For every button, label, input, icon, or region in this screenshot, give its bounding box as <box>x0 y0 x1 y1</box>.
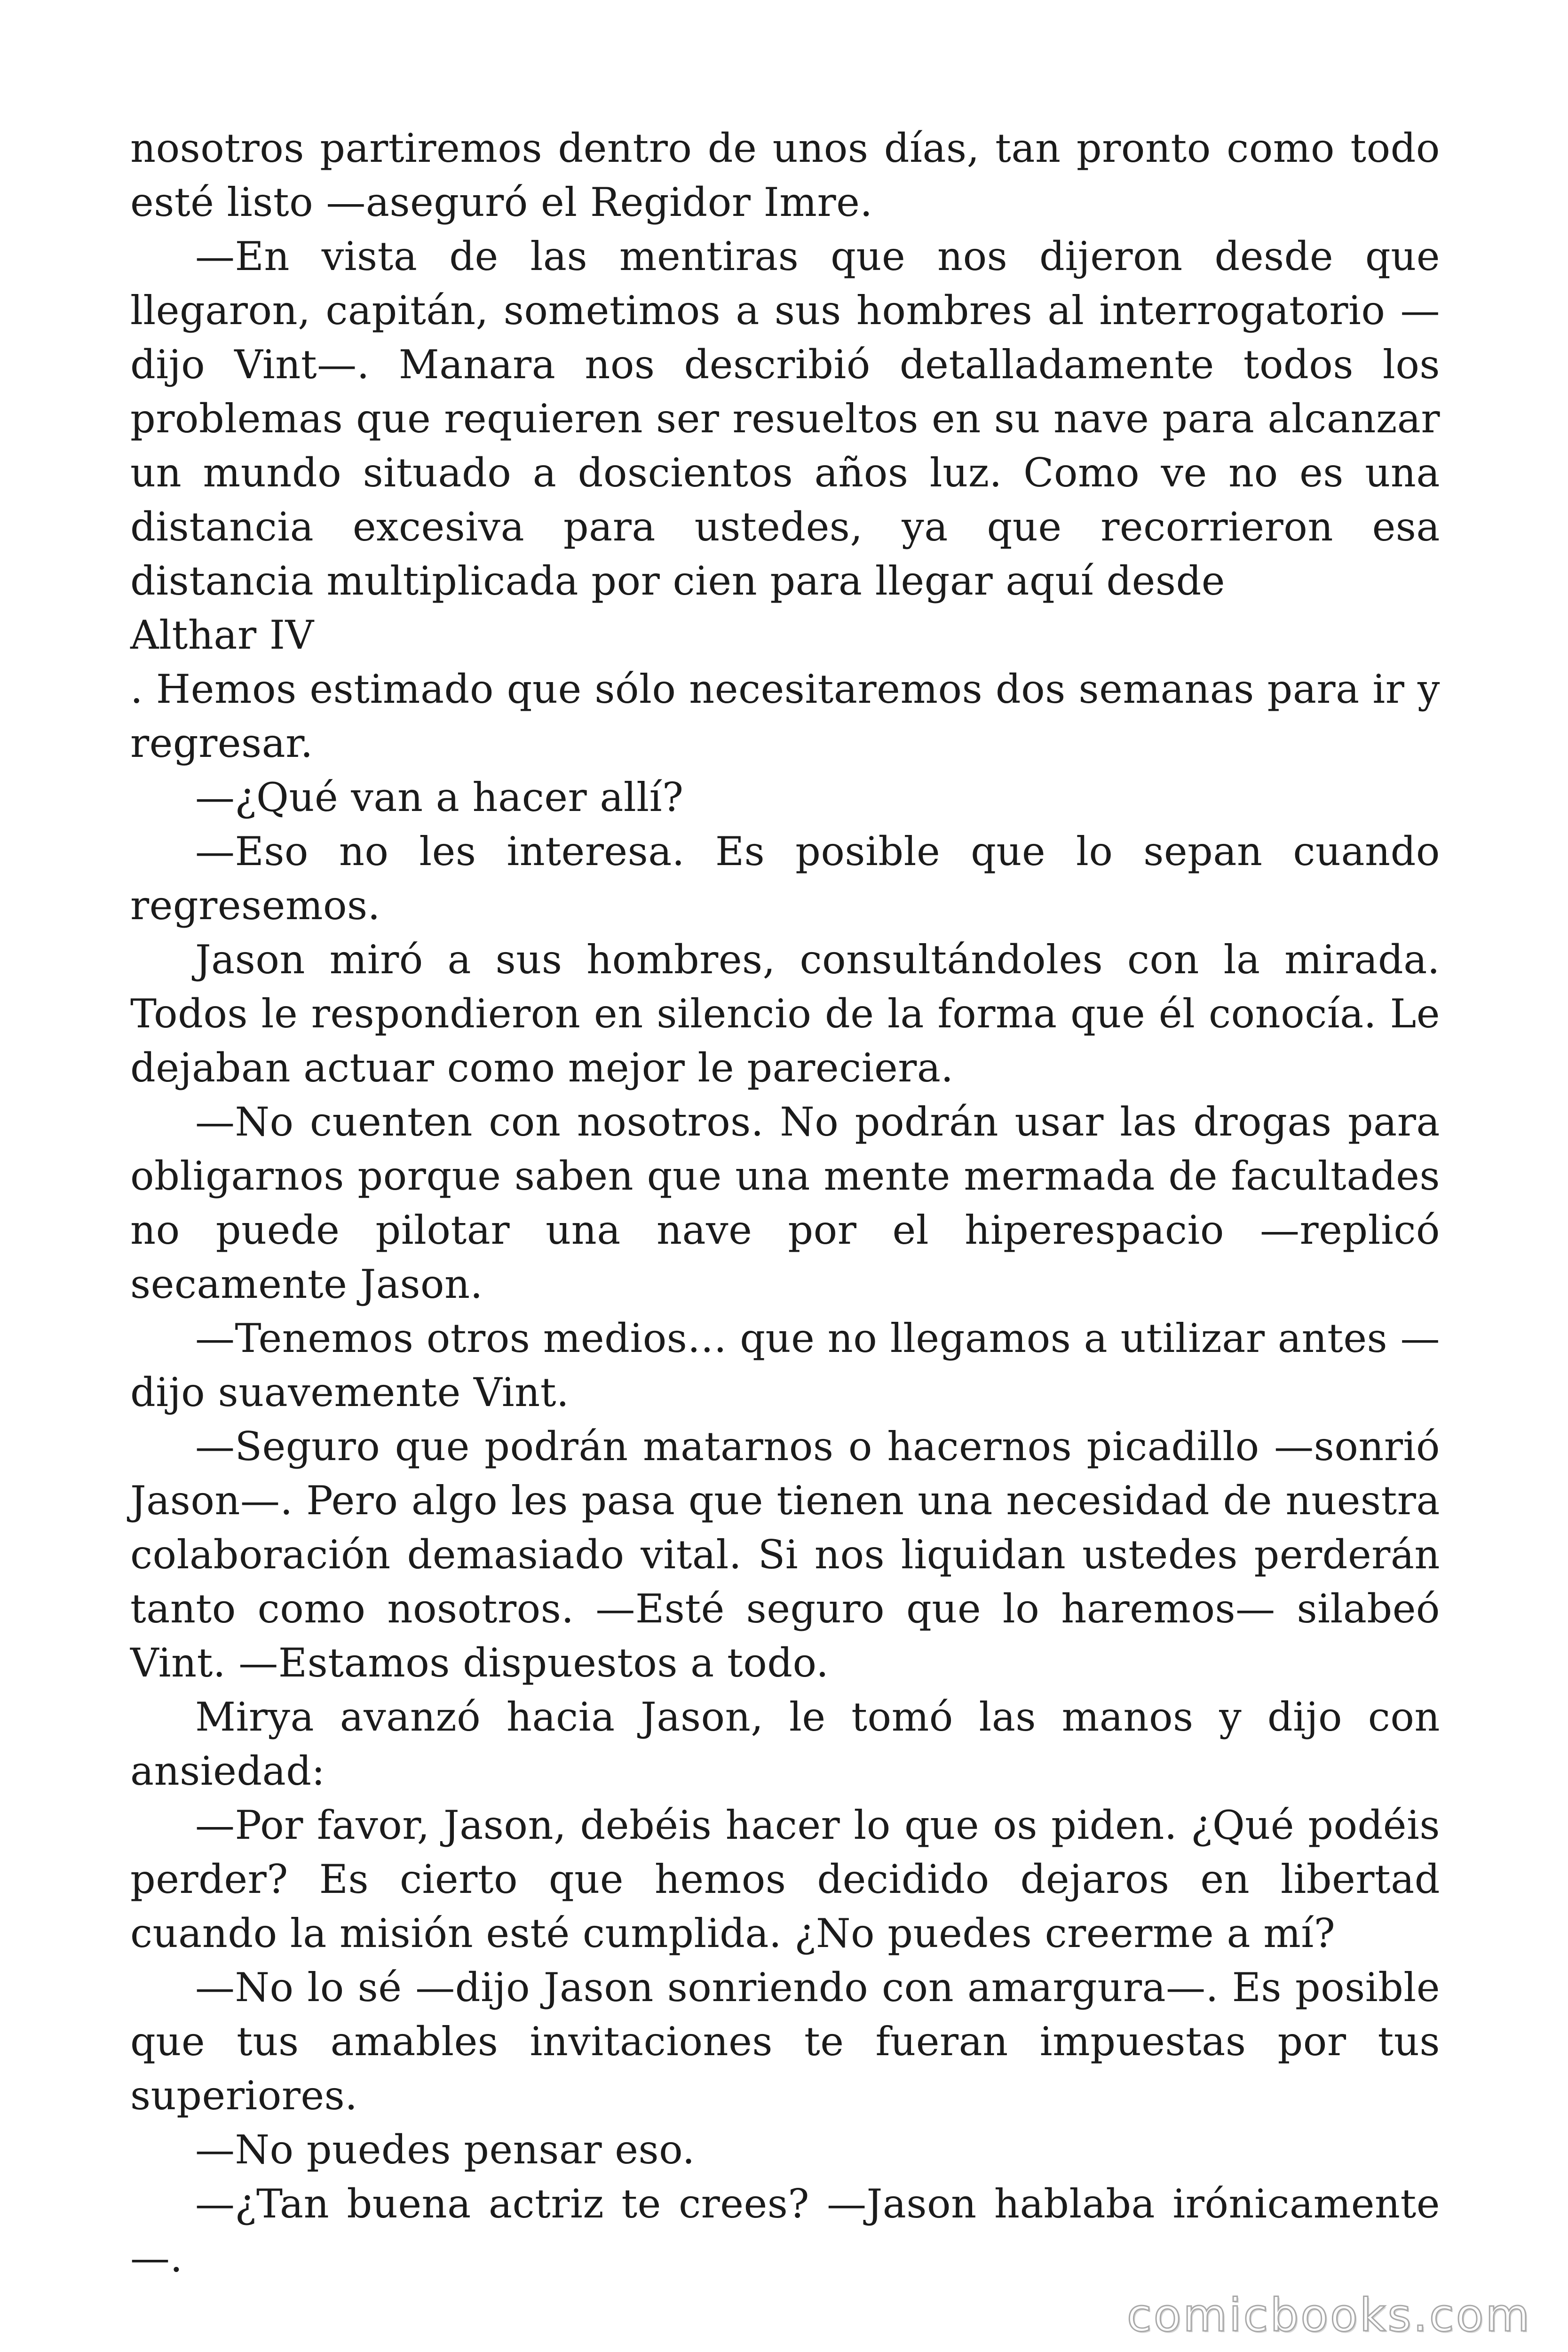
paragraph-8: —No cuenten con nosotros. No podrán usar las drogas para obligarnos porque saben que una mente mermada de facultades no puede pilotar una nave por el hiperespacio —replicó secamente Jason. <box>130 1099 1440 1307</box>
paragraph-3: Althar IV <box>130 612 314 658</box>
paragraph-12: —Por favor, Jason, debéis hacer lo que os piden. ¿Qué podéis perder? Es cierto que hemos decidido dejaros en libertad cuando la misión esté cumplida. ¿No puedes creerme a mí? <box>130 1802 1440 1956</box>
page-body-text <box>130 121 1440 2285</box>
paragraph-2: —En vista de las mentiras que nos dijeron desde que llegaron, capitán, sometimos a sus hombres al interrogatorio —dijo Vint—. Manara nos describió detalladamente todos los problemas que requieren ser resueltos en su nave para alcanzar un mundo situado a doscientos años luz. Como ve no es una distancia excesiva para ustedes, ya que recorrieron esa distancia multiplicada por cien para llegar aquí desde <box>130 233 1440 604</box>
paragraph-14: —No puedes pensar eso. <box>195 2127 695 2173</box>
paragraph-9: —Tenemos otros medios… que no llegamos a utilizar antes —dijo suavemente Vint. <box>130 1315 1440 1415</box>
paragraph-1: nosotros partiremos dentro de unos días, tan pronto como todo esté listo —aseguró el Regidor Imre. <box>130 125 1440 225</box>
paragraph-11: Mirya avanzó hacia Jason, le tomó las manos y dijo con ansiedad: <box>130 1694 1440 1794</box>
paragraph-5: —¿Qué van a hacer allí? <box>195 774 684 820</box>
paragraph-13: —No lo sé —dijo Jason sonriendo con amargura—. Es posible que tus amables invitaciones te fueran impuestas por tus superiores. <box>130 1964 1440 2119</box>
paragraph-4: . Hemos estimado que sólo necesitaremos dos semanas para ir y regresar. <box>130 666 1440 766</box>
watermark: comicbooks.com <box>1126 2289 1531 2342</box>
paragraph-6: —Eso no les interesa. Es posible que lo sepan cuando regresemos. <box>130 828 1440 929</box>
paragraph-15: —¿Tan buena actriz te crees? —Jason hablaba irónicamente—. <box>130 2181 1440 2281</box>
paragraph-10: —Seguro que podrán matarnos o hacernos picadillo —sonrió Jason—. Pero algo les pasa que tienen una necesidad de nuestra colaboración demasiado vital. Si nos liquidan ustedes perderán tanto como nosotros. —Esté seguro que lo haremos— silabeó Vint. —Estamos dispuestos a todo. <box>130 1423 1440 1686</box>
paragraph-7: Jason miró a sus hombres, consultándoles con la mirada. Todos le respondieron en silencio de la forma que él conocía. Le dejaban actuar como mejor le pareciera. <box>130 937 1440 1091</box>
